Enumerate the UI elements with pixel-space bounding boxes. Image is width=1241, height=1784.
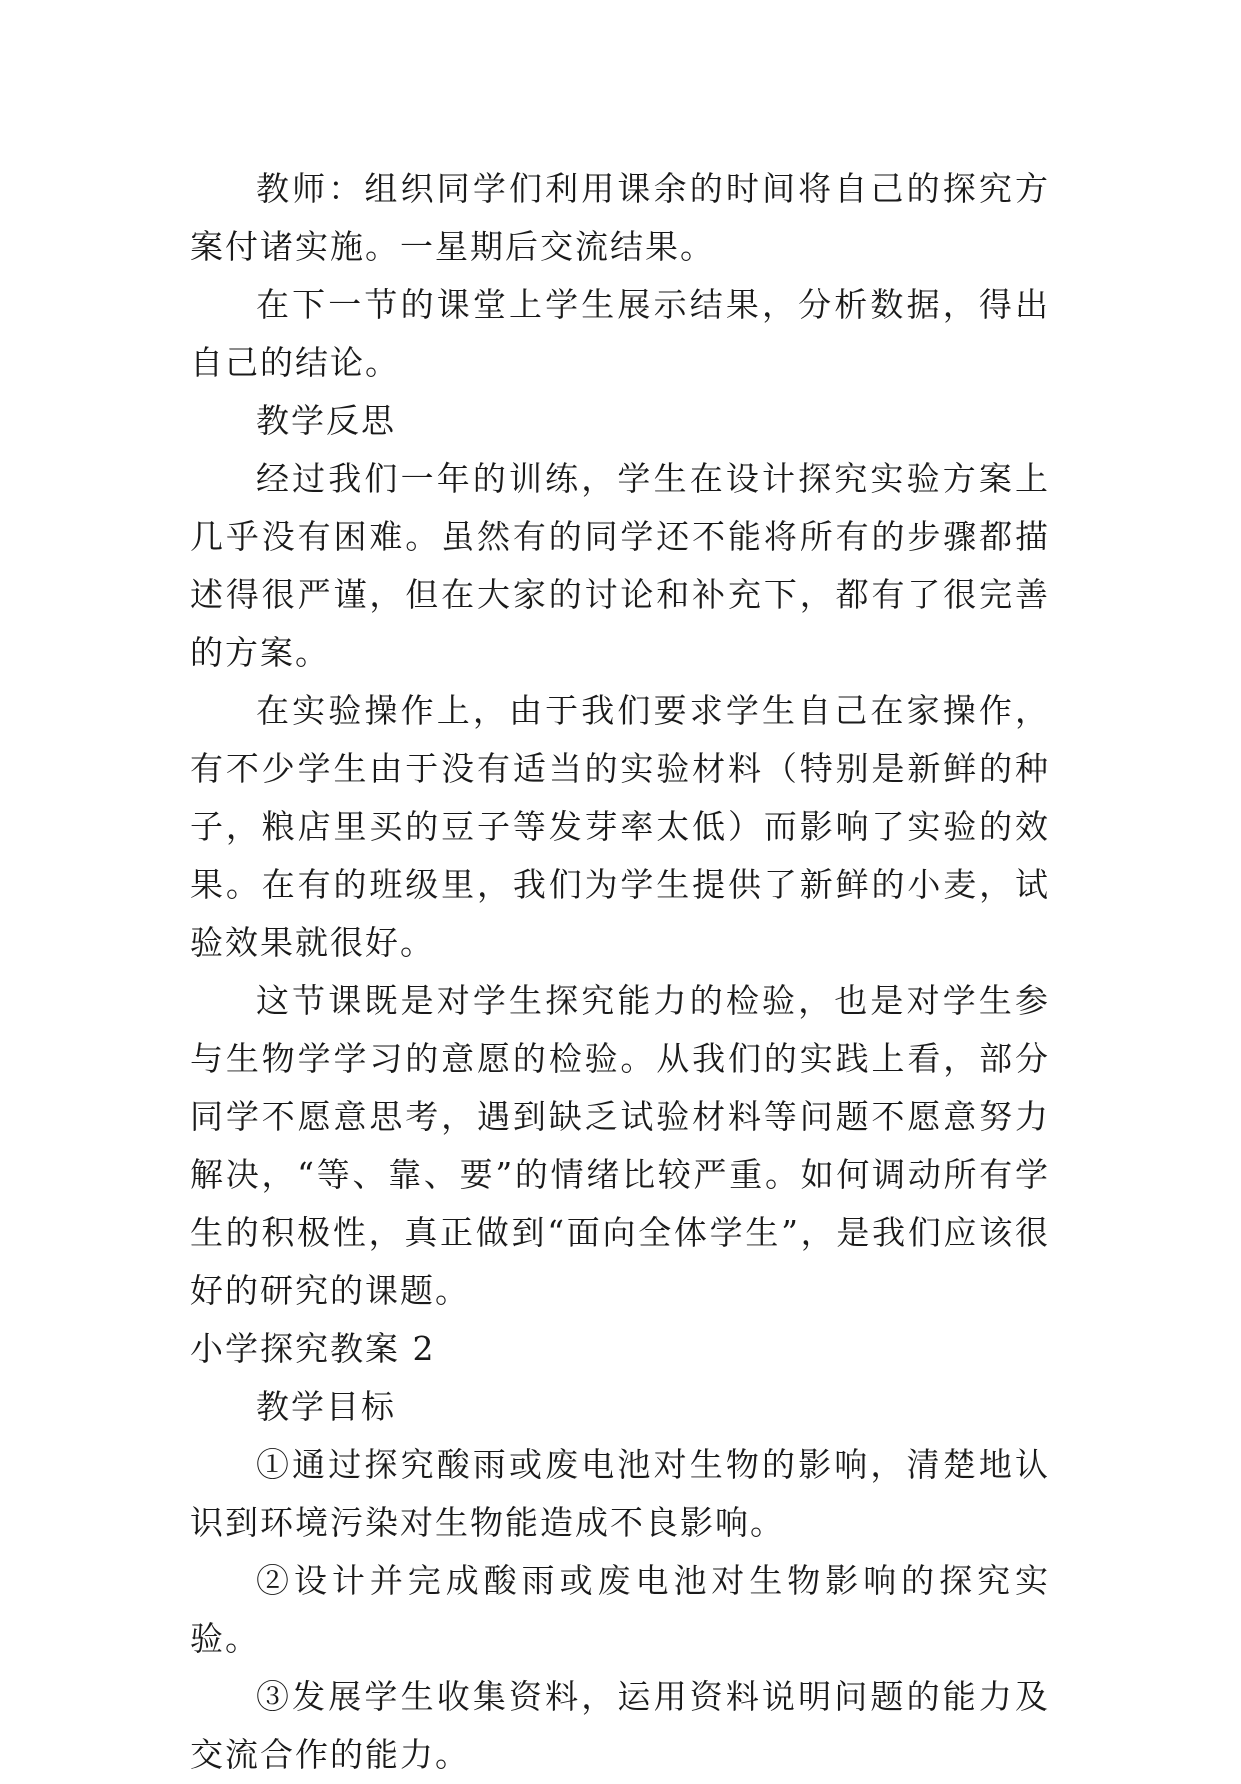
heading-teaching-reflection: 教学反思 (256, 401, 396, 440)
paragraph-next-class: 在下一节的课堂上学生展示结果，分析数据，得出自己的结论。 (190, 285, 1050, 382)
goal-item-3: ③发展学生收集资料，运用资料说明问题的能力及交流合作的能力。 (190, 1677, 1050, 1774)
heading-teaching-goals: 教学目标 (256, 1387, 396, 1426)
section-title-lesson-plan-2: 小学探究教案 2 (190, 1329, 436, 1368)
goal-item-2: ②设计并完成酸雨或废电池对生物影响的探究实验。 (190, 1561, 1050, 1658)
goal-item-1: ①通过探究酸雨或废电池对生物的影响，清楚地认识到环境污染对生物能造成不良影响。 (190, 1445, 1050, 1542)
paragraph-training: 经过我们一年的训练，学生在设计探究实验方案上几乎没有困难。虽然有的同学还不能将所有的步骤都描述得很严谨，但在大家的讨论和补充下，都有了很完善的方案。 (190, 459, 1050, 672)
document-body (190, 160, 1050, 1784)
paragraph-lesson-evaluation: 这节课既是对学生探究能力的检验，也是对学生参与生物学学习的意愿的检验。从我们的实践上看，部分同学不愿意思考，遇到缺乏试验材料等问题不愿意努力解决，“等、靠、要”的情绪比较严重。如何调动所有学生的积极性，真正做到“面向全体学生”，是我们应该很好的研究的课题。 (190, 981, 1050, 1310)
paragraph-teacher-organize: 教师：组织同学们利用课余的时间将自己的探究方案付诸实施。一星期后交流结果。 (190, 169, 1050, 266)
paragraph-experiment-operation: 在实验操作上，由于我们要求学生自己在家操作，有不少学生由于没有适当的实验材料（特别是新鲜的种子，粮店里买的豆子等发芽率太低）而影响了实验的效果。在有的班级里，我们为学生提供了新鲜的小麦，试验效果就很好。 (190, 691, 1050, 962)
